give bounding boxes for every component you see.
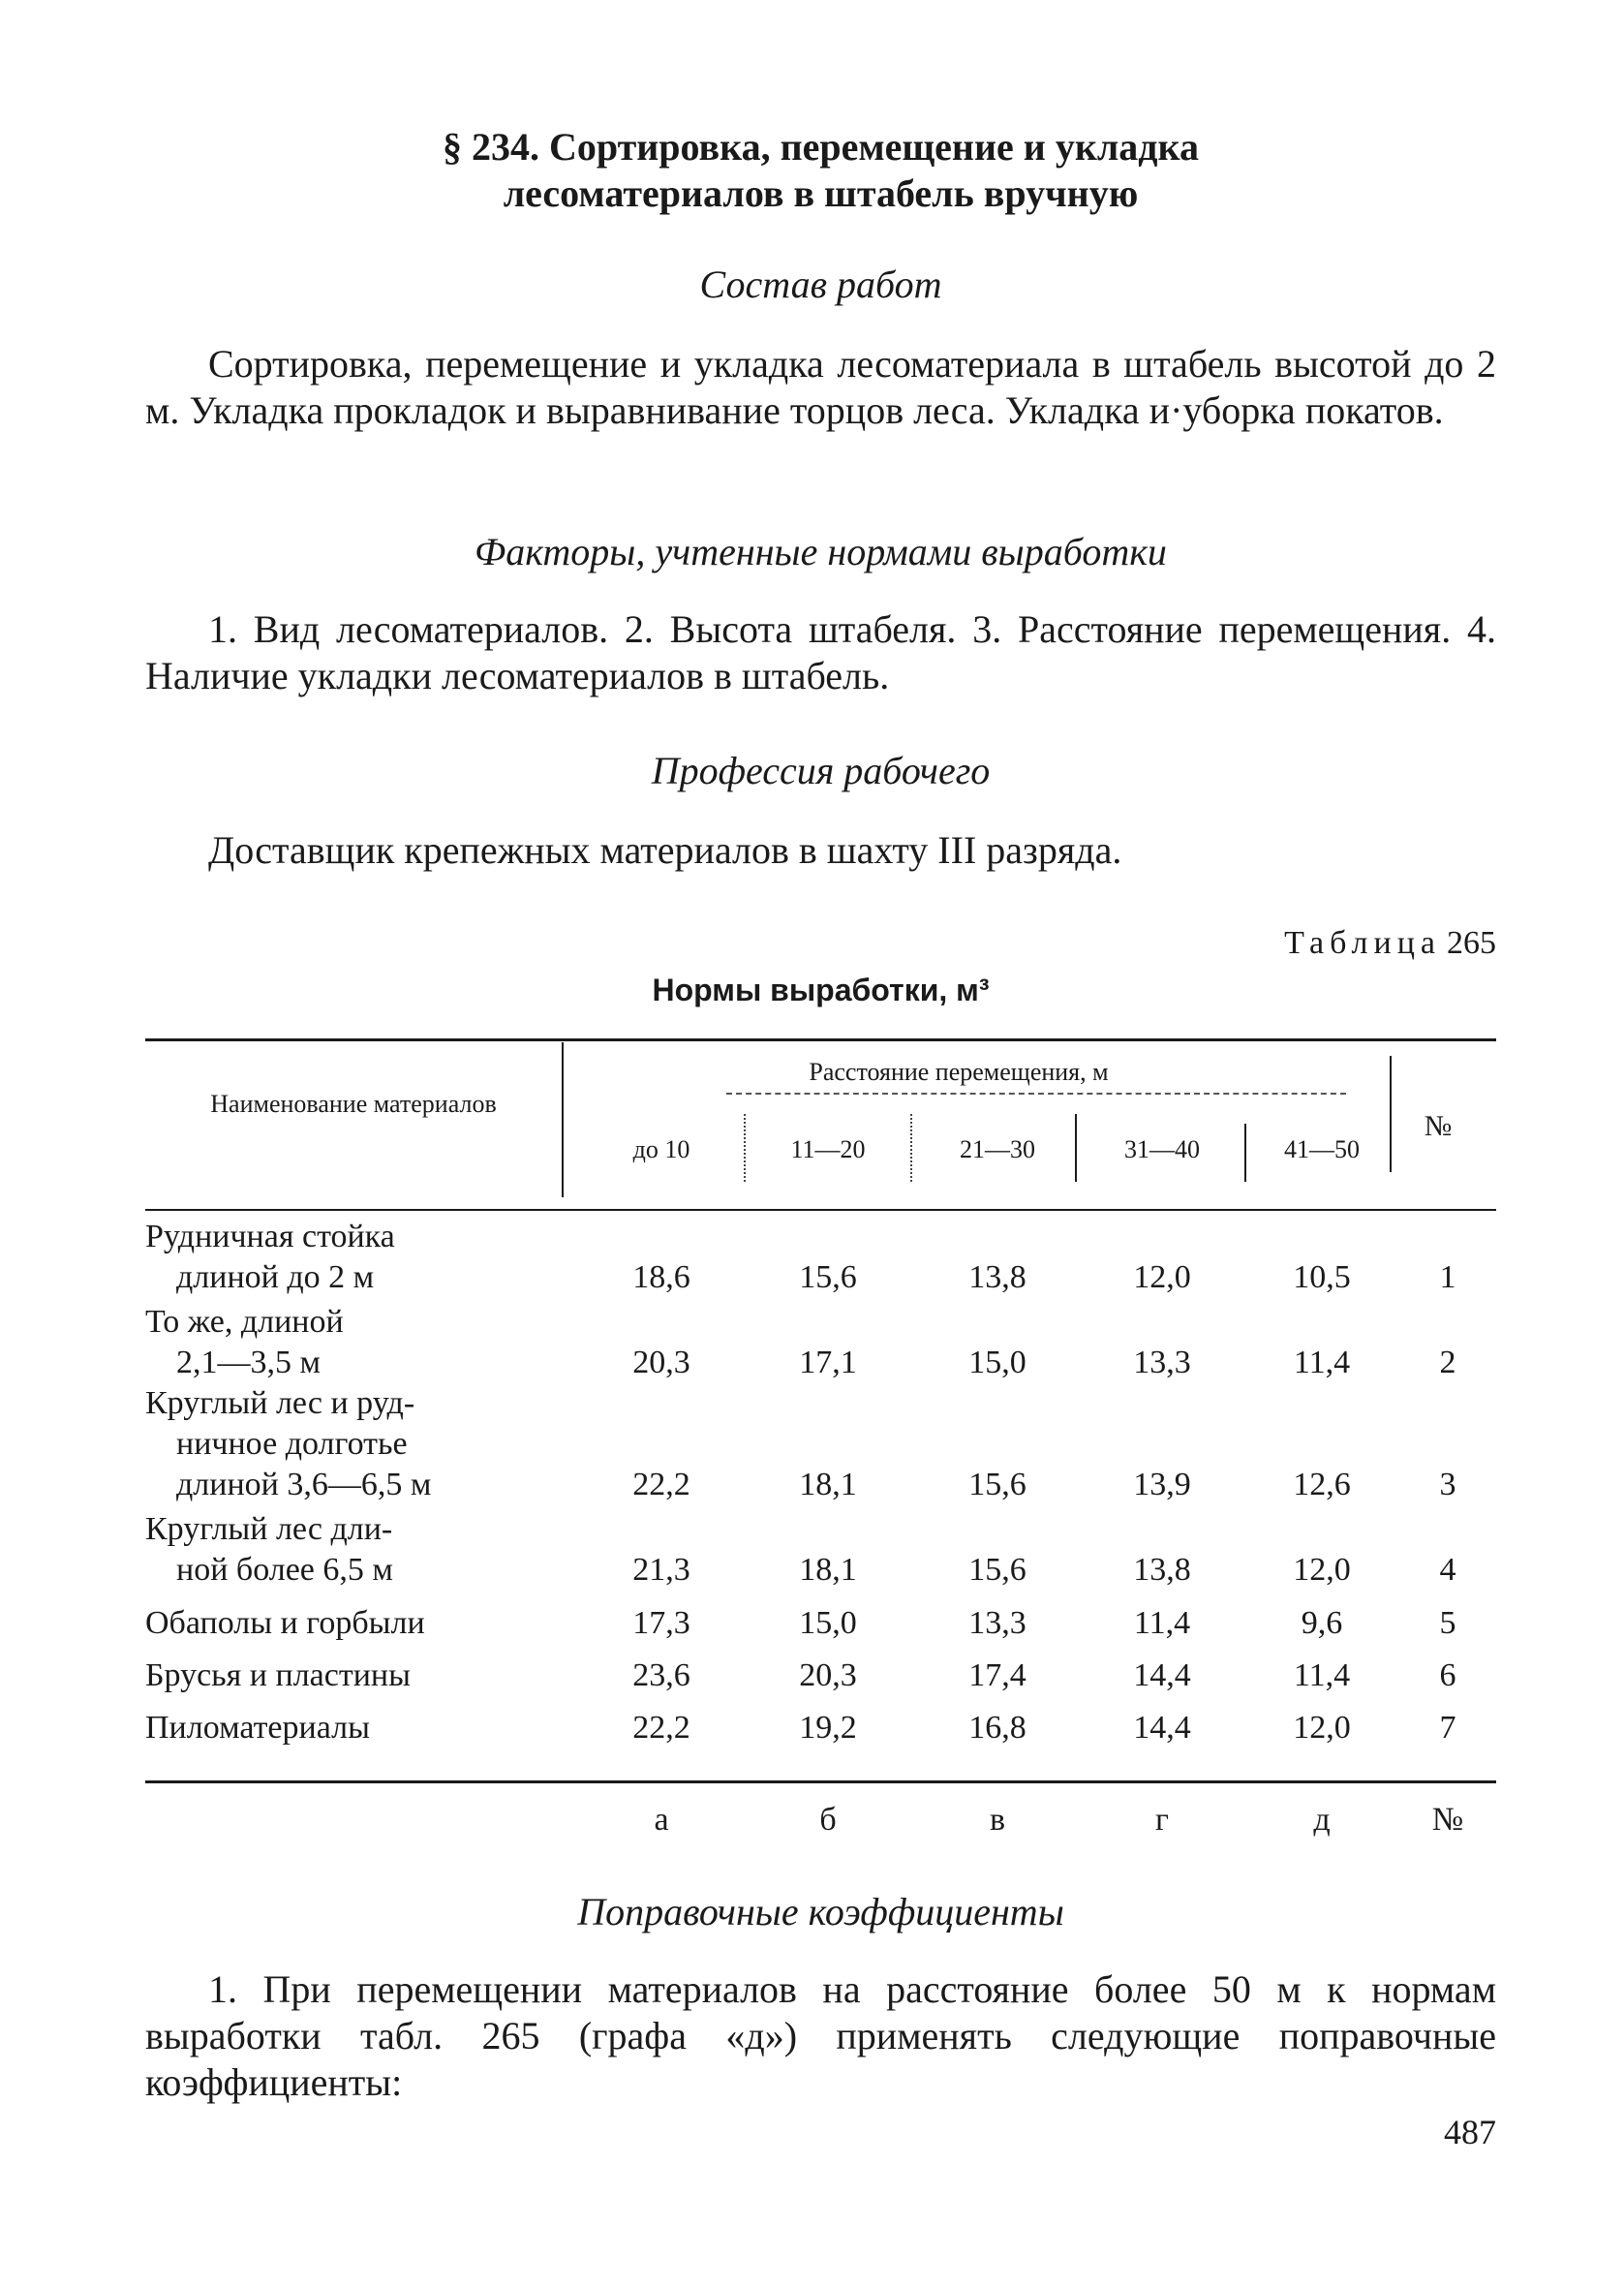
column-letter: г [1155, 1802, 1169, 1838]
table-cell: 12,0 [1293, 1552, 1351, 1588]
table-cell: 21,3 [632, 1552, 690, 1588]
table-cell: 13,3 [968, 1605, 1026, 1641]
table-number: 265 [1447, 925, 1496, 961]
table-cell: 18,1 [799, 1467, 857, 1502]
header-group-rule [726, 1093, 1346, 1095]
row-name-line: ной более 6,5 м [176, 1552, 393, 1588]
row-number: 1 [1439, 1259, 1456, 1295]
table-cell: 18,6 [632, 1259, 690, 1295]
table-cell: 12,0 [1133, 1259, 1191, 1295]
table-cell: 12,6 [1293, 1467, 1351, 1502]
col-sep-3 [1075, 1114, 1077, 1182]
table-bottom-rule [145, 1780, 1496, 1783]
col-sep-2 [910, 1114, 912, 1182]
header-no: № [1424, 1110, 1453, 1142]
column-letter-no: № [1431, 1802, 1464, 1838]
section-title [145, 124, 1496, 217]
table-cell: 15,0 [799, 1605, 857, 1641]
table-cell: 11,4 [1293, 1345, 1351, 1380]
table-label-word: Таблица [1284, 925, 1441, 961]
table-cell: 12,0 [1293, 1710, 1351, 1746]
column-letter: а [654, 1802, 669, 1838]
page [145, 0, 1496, 2289]
table-cell: 15,6 [968, 1467, 1026, 1502]
table-top-rule [145, 1038, 1496, 1041]
table-cell: 22,2 [632, 1710, 690, 1746]
corrections-heading: Поправочные коэффициенты [577, 1890, 1064, 1933]
row-name-line: Обаполы и горбыли [145, 1605, 425, 1641]
table-cell: 22,2 [632, 1467, 690, 1502]
row-name-line: То же, длиной [145, 1304, 344, 1340]
row-name-line: длиной до 2 м [176, 1259, 375, 1295]
table-cell: 10,5 [1293, 1259, 1351, 1295]
table-cell: 17,4 [968, 1657, 1026, 1693]
row-number: 3 [1439, 1467, 1456, 1502]
table-cell: 16,8 [968, 1710, 1026, 1746]
header-divider [562, 1042, 564, 1197]
row-name-line: ничное долготье [176, 1426, 408, 1462]
row-number: 7 [1439, 1710, 1456, 1746]
row-name-line: 2,1—3,5 м [176, 1345, 322, 1380]
table-cell: 14,4 [1133, 1657, 1191, 1693]
table-cell: 20,3 [799, 1657, 857, 1693]
row-name-line: Брусья и пластины [145, 1657, 411, 1693]
header-material-name: Наименование материалов [210, 1090, 497, 1118]
table-cell: 13,3 [1133, 1345, 1191, 1380]
header-bottom-rule [145, 1209, 1496, 1211]
table-cell: 18,1 [799, 1552, 857, 1588]
table-cell: 13,8 [968, 1259, 1026, 1295]
row-name [145, 1603, 513, 1644]
composition-heading: Состав работ [699, 263, 942, 306]
row-name-line: Рудничная стойка [145, 1219, 395, 1254]
table-cell: 19,2 [799, 1710, 857, 1746]
row-name [145, 1509, 513, 1591]
table-label [1284, 925, 1496, 962]
table-cell: 11,4 [1293, 1657, 1351, 1693]
row-name [145, 1302, 513, 1383]
row-name-line: Пиломатериалы [145, 1710, 370, 1746]
profession-text: Доставщик крепежных материалов в шахту III разряда. [208, 828, 1122, 872]
column-header: 11—20 [790, 1135, 866, 1163]
column-letter: д [1313, 1802, 1331, 1838]
row-name-line: Круглый лес и руд- [145, 1385, 415, 1421]
table-cell: 23,6 [632, 1657, 690, 1693]
table-cell: 11,4 [1133, 1605, 1191, 1641]
col-sep-1 [744, 1114, 746, 1182]
profession-heading: Профессия рабочего [651, 749, 991, 792]
table-cell: 15,6 [968, 1552, 1026, 1588]
table-cell: 9,6 [1301, 1605, 1343, 1641]
table-cell: 13,8 [1133, 1552, 1191, 1588]
row-name-line: Круглый лес дли- [145, 1511, 393, 1547]
row-number: 5 [1439, 1605, 1456, 1641]
table-cell: 15,6 [799, 1259, 857, 1295]
col-sep-4 [1244, 1124, 1246, 1182]
row-name [145, 1708, 513, 1748]
factors-text: 1. Вид лесоматериалов. 2. Высота штабеля. 3. Расстояние перемещения. 4. Наличие укладки лесоматериалов в штабель. [145, 607, 1496, 697]
table-cell: 17,1 [799, 1345, 857, 1380]
table-cell: 13,9 [1133, 1467, 1191, 1502]
row-name [145, 1383, 513, 1505]
column-letter: б [819, 1802, 837, 1838]
row-name-line: длиной 3,6—6,5 м [176, 1467, 432, 1502]
row-name [145, 1655, 513, 1696]
column-header: 41—50 [1284, 1135, 1360, 1163]
composition-text: Сортировка, перемещение и укладка лесоматериала в штабель высотой до 2 м. Укладка прокладок и выравнивание торцов леса. Укладка и·уборка покатов. [145, 342, 1496, 432]
row-number: 6 [1439, 1657, 1456, 1693]
header-right-divider [1390, 1056, 1392, 1172]
table-title: Нормы выработки, м³ [652, 973, 990, 1007]
row-number: 4 [1439, 1552, 1456, 1588]
corrections-text: 1. При перемещении материалов на расстояние более 50 м к нормам выработки табл. 265 (графа «д») применять следующие поправочные коэффициенты: [145, 1967, 1496, 2104]
row-number: 2 [1439, 1345, 1456, 1380]
column-header: 31—40 [1124, 1135, 1200, 1163]
table-cell: 15,0 [968, 1345, 1026, 1380]
header-distance-group: Расстояние перемещения, м [809, 1058, 1109, 1086]
table-cell: 20,3 [632, 1345, 690, 1380]
table-cell: 14,4 [1133, 1710, 1191, 1746]
section-title-line-2: лесоматериалов в штабель вручную [503, 171, 1139, 215]
page-number: 487 [1444, 2113, 1496, 2151]
row-name [145, 1217, 513, 1298]
column-header: до 10 [632, 1135, 690, 1163]
column-letter: в [989, 1802, 1006, 1838]
factors-heading: Факторы, учтенные нормами выработки [475, 530, 1167, 573]
column-header: 21—30 [960, 1135, 1035, 1163]
section-title-line-1: § 234. Сортировка, перемещение и укладка [443, 125, 1199, 169]
table-cell: 17,3 [632, 1605, 690, 1641]
